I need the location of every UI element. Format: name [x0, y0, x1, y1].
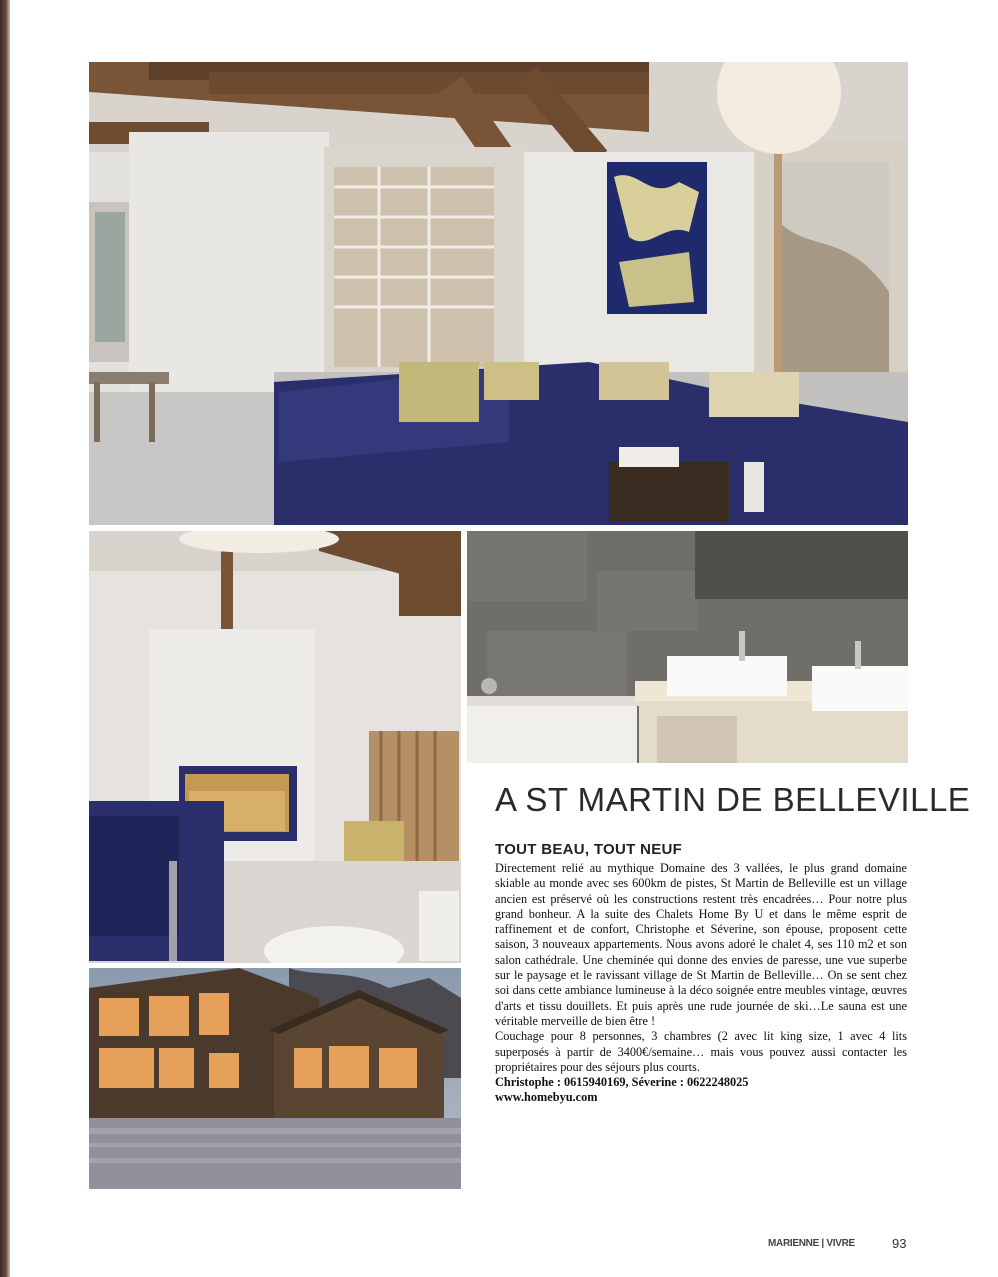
page-edge [0, 0, 10, 1277]
page-number: 93 [892, 1236, 907, 1251]
article-paragraph-2: Couchage pour 8 personnes, 3 chambres (2 avec lit king size, 1 avec 4 lits superposés à partir de 3400€/semaine… mais vous pouvez aussi contacter les propriétaires pour des séjours plus courts. [495, 1029, 907, 1074]
article-paragraph-1: Directement relié au mythique Domaine des 3 vallées, le plus grand domaine skiable au monde avec ses 600km de pistes, St Martin de Belleville est un village ancien est préservé où les constructions restent très encadrées… Pour notre plus grand bonheur. A la suite des Chalets Home By U et dans le même esprit de raffinement et de confort, Christophe et Séverine, son épouse, proposent cette saison, 3 nouveaux appartements. Nous avons adoré le chalet 4, ses 110 m2 et son salon cathédrale. Une cheminée qui donne des envies de paresse, une vue superbe sur le paysage et le ravissant village de St Martin de Belleville… On se sent chez soi dans cette ambiance lumineuse à la déco soignée entre meubles vintage, œuvres d'arts et tissu douillets. Et puis après une rude journée de ski…Le sauna est une véritable merveille de bien être ! [495, 861, 907, 1028]
fireplace-photo [89, 531, 461, 963]
contact-info: Christophe : 0615940169, Séverine : 0622248025 [495, 1075, 749, 1090]
website-link[interactable]: www.homebyu.com [495, 1090, 598, 1105]
living-room-photo [89, 62, 908, 525]
article-body [495, 861, 907, 1106]
magazine-logo: MARIENNE | VIVRE [768, 1238, 855, 1249]
article-subtitle: TOUT BEAU, TOUT NEUF [495, 841, 683, 858]
bathroom-photo [467, 531, 908, 763]
article-title: A ST MARTIN DE BELLEVILLE [495, 781, 971, 818]
chalet-exterior-photo [89, 968, 461, 1189]
